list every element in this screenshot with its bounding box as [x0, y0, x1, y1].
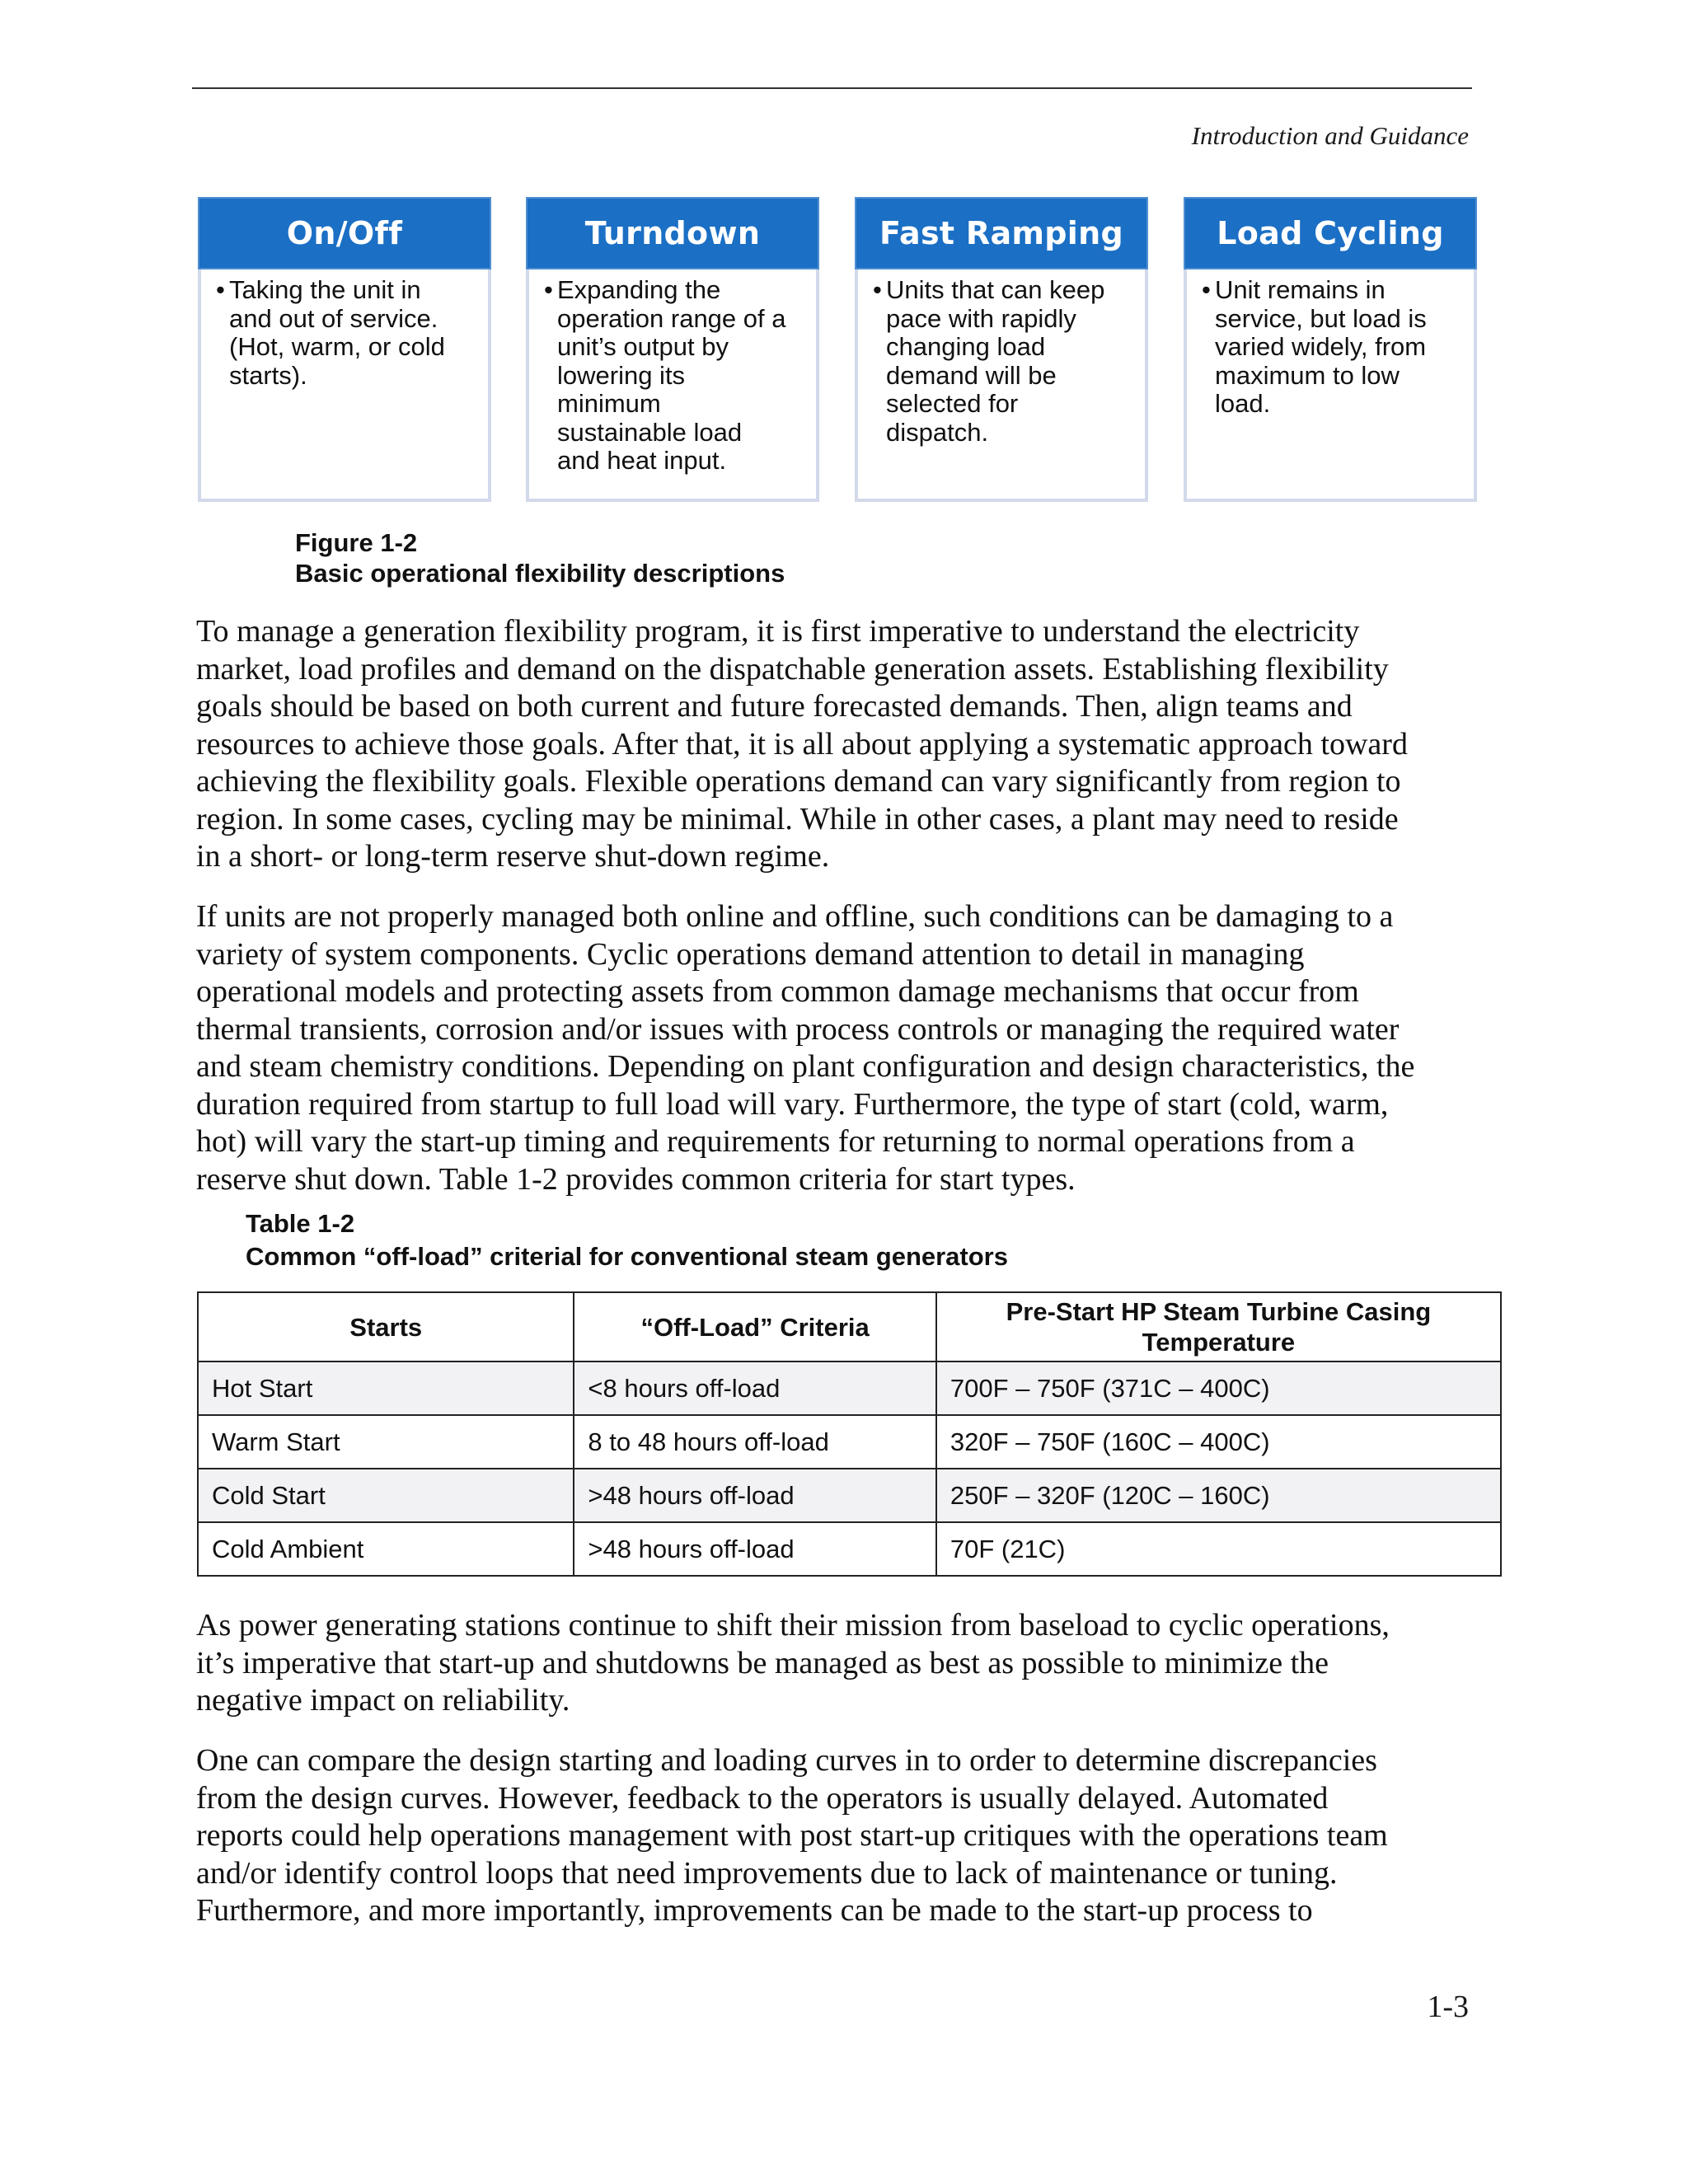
start-types-table	[197, 1291, 1502, 1577]
box-title: Fast Ramping	[855, 197, 1148, 269]
bullet-dot: •	[544, 275, 553, 304]
box-on-off	[198, 197, 491, 502]
table-cell: 70F (21C)	[936, 1522, 1501, 1576]
bullet-dot: •	[216, 275, 225, 304]
bullet-line: service, but load is	[1215, 303, 1427, 333]
box-load-cycling	[1184, 197, 1477, 502]
paragraph-3: As power generating stations continue to shift their mission from baseload to cyclic operations, it’s imperative that start-up and shutdowns be managed as best as possible to minimize the negative impact on reliability.	[196, 1608, 1390, 1718]
table-cell: Cold Start	[198, 1469, 574, 1522]
table-cell: 8 to 48 hours off-load	[574, 1415, 935, 1469]
bullet-line: sustainable load	[557, 417, 743, 447]
bullet-line: maximum to low	[1215, 360, 1400, 390]
table-cell: 700F – 750F (371C – 400C)	[936, 1361, 1501, 1415]
table-cell: <8 hours off-load	[574, 1361, 935, 1415]
bullet-line: and out of service.	[229, 303, 438, 333]
bullet-item	[1202, 276, 1462, 419]
paragraph-4: One can compare the design starting and loading curves in to order to determine discrepancies from the design curves. However, feedback to the operators is usually delayed. Automated reports could help operations management with post start-up critiques with the operations team and/or identify control loops that need improvements due to lack of maintenance or tuning. Furthermore, and more importantly, improvements can be made to the start-up process to	[196, 1743, 1388, 1928]
table-title: Common “off-load” criterial for conventional steam generators	[246, 1242, 1008, 1271]
bullet-item	[216, 276, 476, 390]
table-row	[198, 1469, 1501, 1522]
box-fast-ramping	[855, 197, 1148, 502]
box-body	[198, 269, 491, 502]
bullet-line: (Hot, warm, or cold	[229, 332, 445, 361]
table-cell: Cold Ambient	[198, 1522, 574, 1576]
table-cell: 250F – 320F (120C – 160C)	[936, 1469, 1501, 1522]
page-number: 1-3	[1427, 1990, 1469, 2024]
table-row	[198, 1522, 1501, 1576]
table-row	[198, 1415, 1501, 1469]
box-body	[526, 269, 819, 502]
bullet-line: Taking the unit in	[229, 275, 421, 304]
bullet-dot: •	[873, 275, 882, 304]
bullet-line: varied widely, from	[1215, 332, 1427, 361]
figure-title: Basic operational flexibility descriptions	[295, 559, 785, 588]
box-body	[855, 269, 1148, 502]
table-caption	[246, 1207, 1008, 1273]
table-cell: 320F – 750F (160C – 400C)	[936, 1415, 1501, 1469]
bullet-dot: •	[1202, 275, 1211, 304]
table-row	[198, 1361, 1501, 1415]
paragraph-2: If units are not properly managed both online and offline, such conditions can be damaging to a variety of system components. Cyclic operations demand attention to detail in managing operational models and protecting assets from common damage mechanisms that occur from thermal transients, corrosion and/or issues with process controls or managing the required water and steam chemistry conditions. Depending on plant configuration and design characteristics, the duration required from startup to full load will vary. Furthermore, the type of start (cold, warm, hot) will vary the start-up timing and requirements for returning to normal operations from a reserve shut down. Table 1-2 provides common criteria for start types.	[196, 899, 1415, 1197]
bullet-line: Unit remains in	[1215, 275, 1386, 304]
bullet-line: minimum	[557, 389, 661, 418]
box-title: On/Off	[198, 197, 491, 269]
box-body	[1184, 269, 1477, 502]
bullet-line: Expanding the	[557, 275, 721, 304]
bullet-line: selected for	[886, 389, 1019, 418]
table-cell: >48 hours off-load	[574, 1469, 935, 1522]
bullet-line: pace with rapidly	[886, 303, 1076, 333]
bullet-line: operation range of a	[557, 303, 786, 333]
bullet-line: demand will be	[886, 360, 1057, 390]
bullet-line: changing load	[886, 332, 1046, 361]
bullet-line: unit’s output by	[557, 332, 729, 361]
header-rule	[192, 87, 1472, 89]
table-number: Table 1-2	[246, 1209, 355, 1238]
figure-number: Figure 1-2	[295, 528, 418, 557]
column-header: Pre-Start HP Steam Turbine Casing Temperature	[936, 1292, 1501, 1361]
table-header-row	[198, 1292, 1501, 1361]
table-cell: Warm Start	[198, 1415, 574, 1469]
figure-caption	[295, 527, 785, 588]
column-header: “Off-Load” Criteria	[574, 1292, 935, 1361]
bullet-item	[544, 276, 804, 476]
bullet-line: lowering its	[557, 360, 686, 390]
bullet-line: starts).	[229, 360, 307, 390]
bullet-line: dispatch.	[886, 417, 989, 447]
bullet-line: load.	[1215, 389, 1271, 418]
box-title: Load Cycling	[1184, 197, 1477, 269]
box-title: Turndown	[526, 197, 819, 269]
running-header: Introduction and Guidance	[1191, 121, 1469, 150]
paragraph-1: To manage a generation flexibility program, it is first imperative to understand the electricity market, load profiles and demand on the dispatchable generation assets. Establishing flexibility goals should be based on both current and future forecasted demands. Then, align teams and resources to achieve those goals. After that, it is all about applying a systematic approach toward achieving the flexibility goals. Flexible operations demand can vary significantly from region to region. In some cases, cycling may be minimal. While in other cases, a plant may need to reside in a short- or long-term reserve shut-down regime.	[196, 614, 1408, 874]
box-turndown	[526, 197, 819, 502]
bullet-line: Units that can keep	[886, 275, 1105, 304]
bullet-line: and heat input.	[557, 446, 727, 475]
table-cell: >48 hours off-load	[574, 1522, 935, 1576]
flexibility-figure	[198, 197, 1475, 502]
column-header: Starts	[198, 1292, 574, 1361]
table-cell: Hot Start	[198, 1361, 574, 1415]
bullet-item	[873, 276, 1133, 447]
